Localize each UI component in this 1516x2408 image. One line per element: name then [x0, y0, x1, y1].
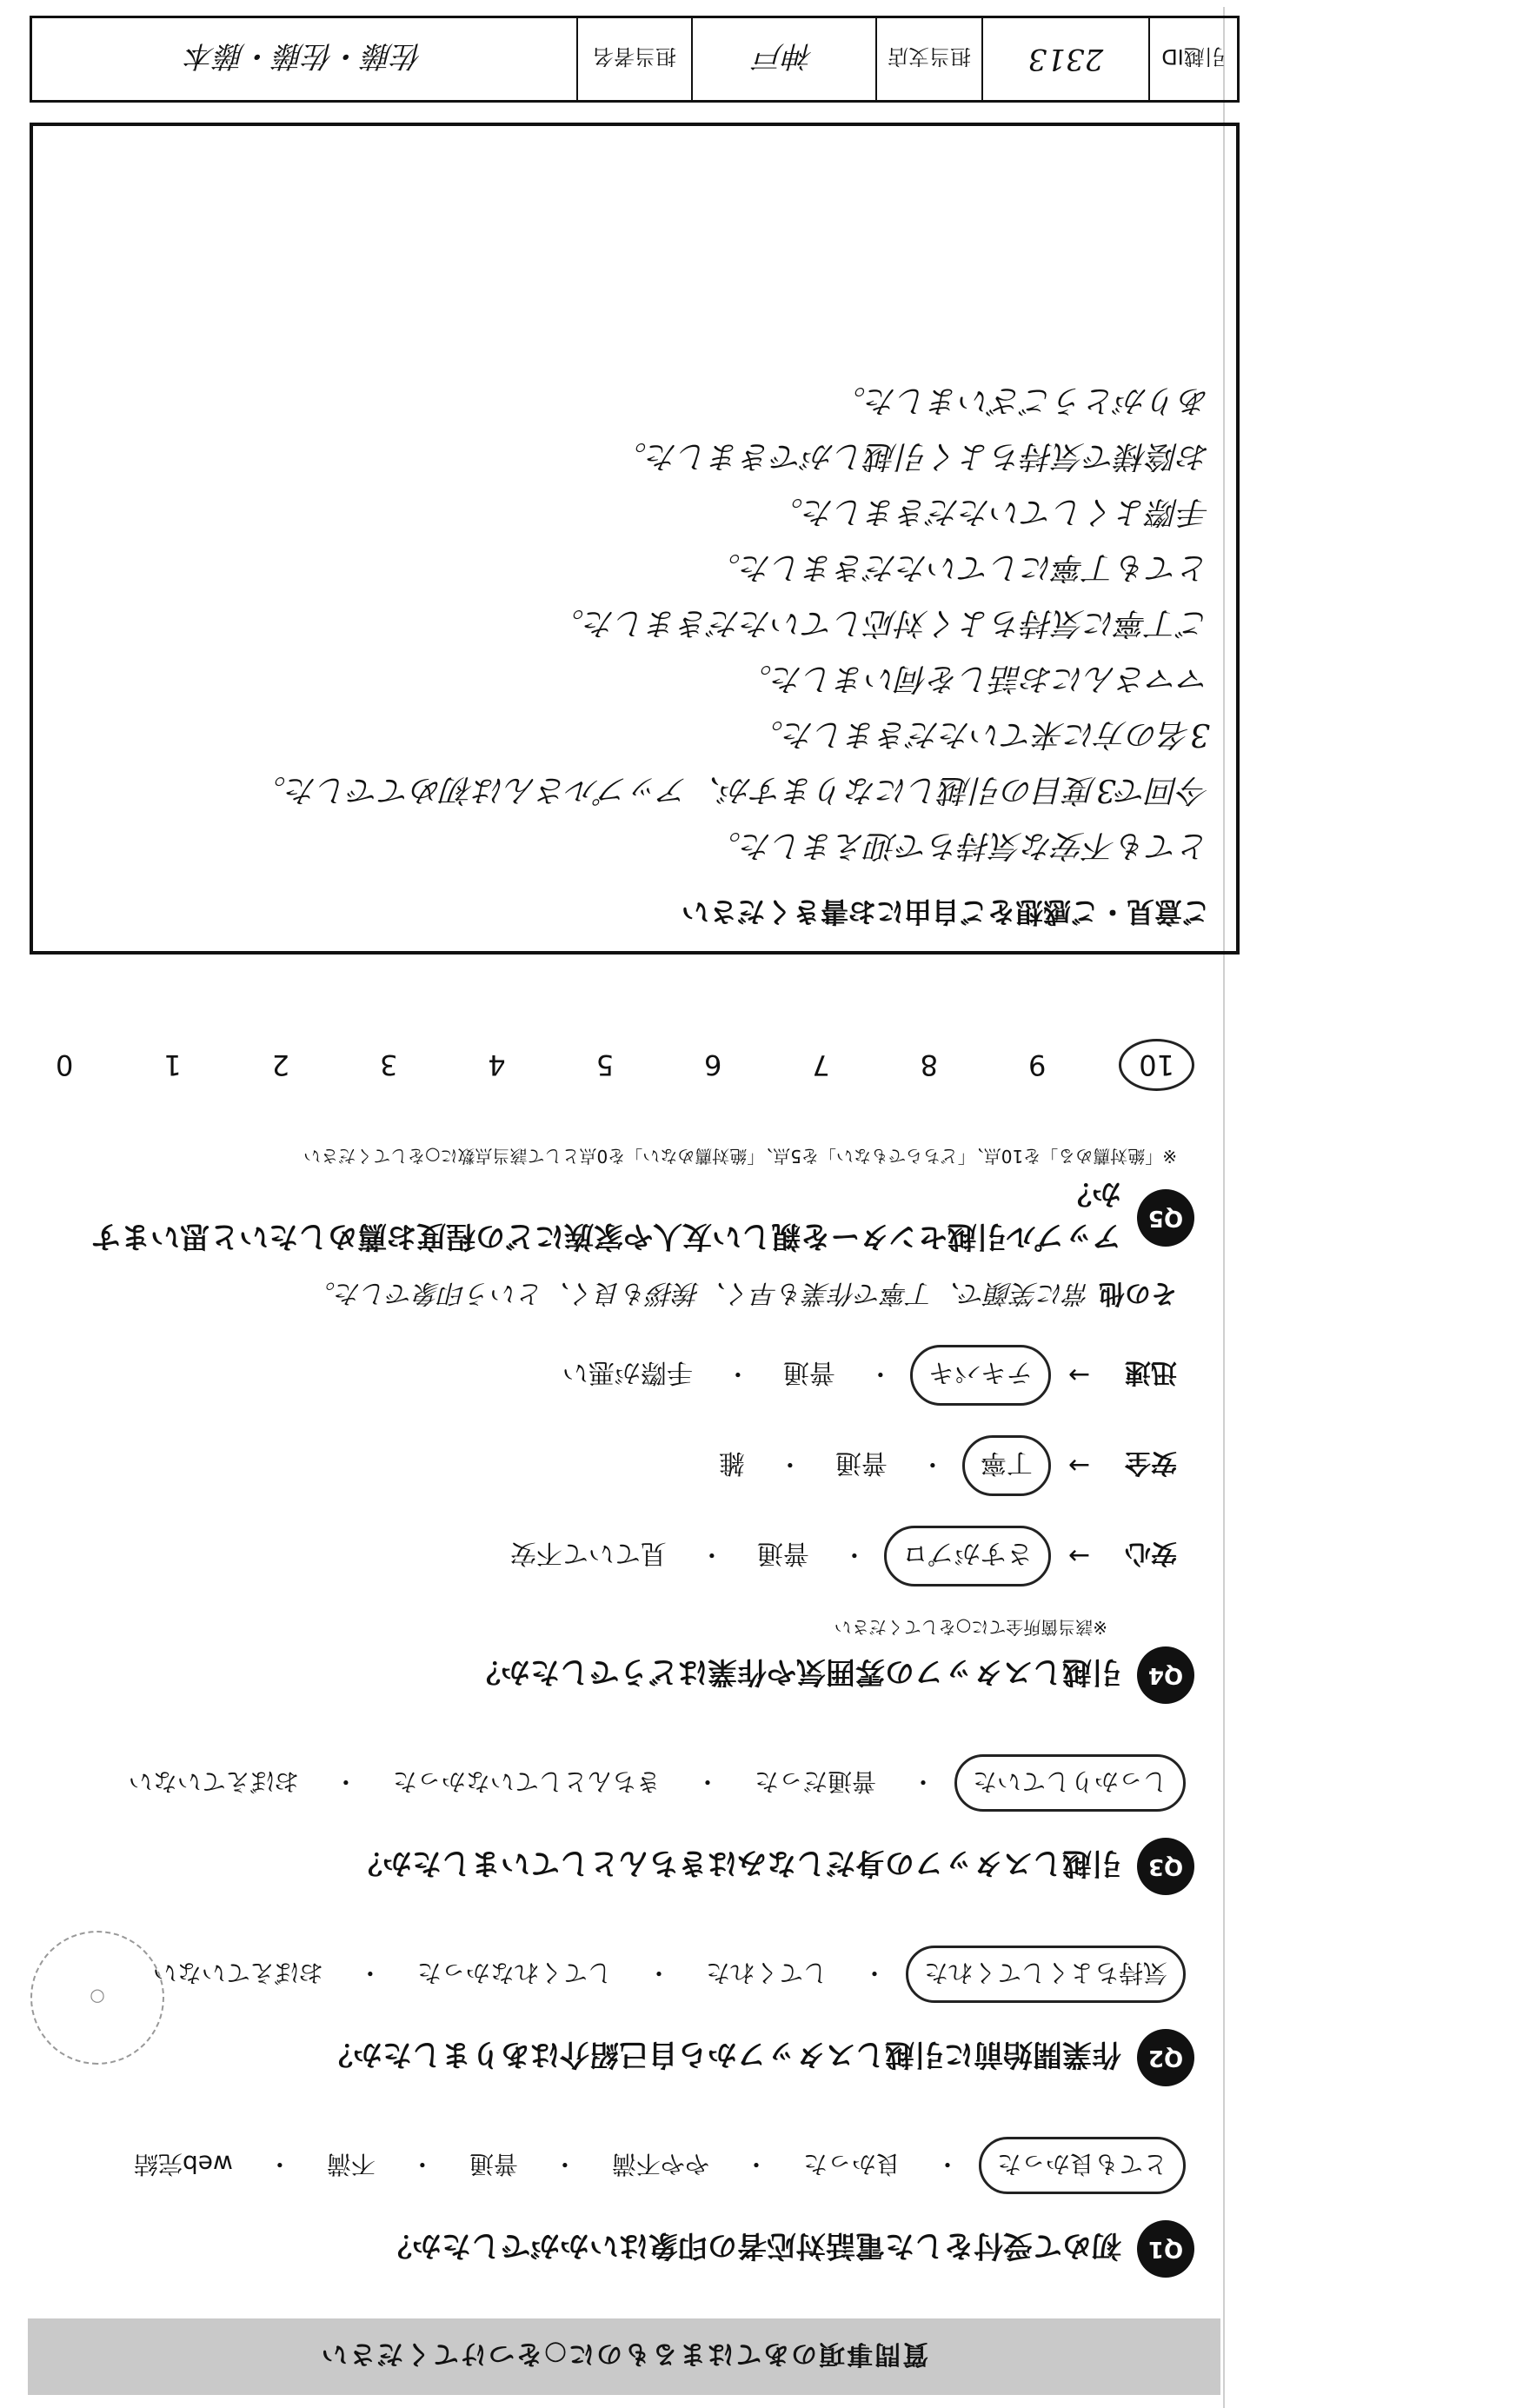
q4-other-text[interactable]: 常に笑顔で、丁寧で作業も早く、挨拶も良く、という印象でした。: [309, 1278, 1090, 1308]
q1-option-selected[interactable]: とても良かった: [979, 2137, 1186, 2194]
footer-branch-label: 担当支店: [875, 18, 981, 100]
q3-option[interactable]: 普通だった: [754, 1767, 876, 1796]
footer-id-label: 引越ID: [1148, 18, 1237, 100]
q2-badge: Q2: [1137, 2029, 1194, 2086]
q4-row-label: 安全: [1125, 1447, 1177, 1478]
q4-row-anshin: 安心 → さすがプロ ・ 普通 ・ 見ていて不安: [38, 1526, 1194, 1586]
q5-note: ※「絶対薦める」を10点、「どちらでもない」を5点、「絶対薦めない」を0点として該当点数に○をしてください: [303, 1146, 1177, 1167]
remarks-title: ご意見・ご感想をご自由にお書きください: [681, 895, 1210, 928]
q1-option[interactable]: web完結: [133, 2150, 233, 2179]
q1-option[interactable]: 普通: [469, 2150, 518, 2179]
q1-option[interactable]: 良かった: [802, 2150, 901, 2179]
q4-option-selected[interactable]: さすがプロ: [884, 1526, 1051, 1586]
q5-score[interactable]: 2: [271, 1048, 290, 1081]
q1-options: とても良かった ・ 良かった ・ やや不満 ・ 普通 ・ 不満 ・ web完結: [38, 2137, 1194, 2194]
remarks-line: 3名の方に来ていただきました。: [752, 716, 1210, 752]
q1-option[interactable]: やや不満: [611, 2150, 709, 2179]
q1-badge: Q1: [1137, 2220, 1194, 2278]
instructions-banner: 質問事項のあてはまるものに○をつけてください: [28, 2318, 1220, 2395]
q5-score-selected[interactable]: 10: [1119, 1039, 1194, 1091]
q1-option[interactable]: 不満: [326, 2150, 376, 2179]
q3-question: 引越しスタッフの身だしなみはきちんとしていましたか？: [353, 1846, 1121, 1881]
q4-row-label: 迅速: [1125, 1357, 1177, 1387]
q5-score[interactable]: 3: [379, 1048, 398, 1081]
q4-option-selected[interactable]: 丁寧: [962, 1435, 1051, 1496]
q3-options: しっかりしていた ・ 普通だった ・ きちんとしていなかった ・ おぼえていない: [38, 1754, 1194, 1812]
q4-badge: Q4: [1137, 1646, 1194, 1704]
q5-score[interactable]: 9: [1027, 1048, 1047, 1081]
q5-score[interactable]: 6: [703, 1048, 722, 1081]
faint-stamp: ○: [30, 1931, 164, 2065]
remarks-line: とても丁寧にしていただきました。: [708, 549, 1210, 585]
remarks-box[interactable]: [30, 123, 1240, 955]
question-5: [38, 1145, 1194, 1261]
q4-row-jinsoku: 迅速 → テキパキ ・ 普通 ・ 手際が悪い: [38, 1345, 1194, 1406]
remarks-line: ご丁寧に気持ちよく対応していただきました。: [552, 605, 1210, 641]
footer-staff-label: 担当者名: [576, 18, 691, 100]
footer-branch-value[interactable]: 神戸: [691, 18, 875, 100]
q4-note: ※該当箇所全てに○をしてください: [834, 1617, 1107, 1638]
q2-options: 気持ちよくしてくれた ・ してくれた ・ してくれなかった ・ おぼえていない: [38, 1946, 1194, 2003]
q3-option[interactable]: きちんとしていなかった: [392, 1767, 661, 1796]
q5-score[interactable]: 0: [56, 1048, 74, 1081]
q4-row-anzen: 安全 → 丁寧 ・ 普通 ・ 雑: [38, 1435, 1194, 1496]
remarks-line: お陰様で気持ちよく引越しができました。: [615, 438, 1210, 474]
remarks-line: ママさんにお話しを伺いました。: [740, 661, 1210, 696]
footer-id-value[interactable]: 2313: [981, 18, 1148, 100]
q4-question: 引越しスタッフの雰囲気や作業はどうでしたか？: [471, 1654, 1121, 1690]
question-2: [38, 1946, 1194, 2086]
q2-option[interactable]: おぼえていない: [152, 1959, 323, 1987]
q4-option[interactable]: 普通: [756, 1538, 809, 1568]
q4-other: [38, 1277, 1194, 1315]
q1-question: 初めて受付をした電話対応者の印象はいかがでしたか？: [382, 2228, 1121, 2264]
question-1: [38, 2137, 1194, 2278]
q3-badge: Q3: [1137, 1838, 1194, 1895]
question-4: [38, 1277, 1194, 1704]
remarks-line: 今回で3度目の引越しになりますが、アップルさんは初めてでした。: [255, 772, 1210, 808]
q5-score[interactable]: 1: [163, 1048, 182, 1081]
q5-scale: [38, 1039, 1194, 1091]
footer-staff-value[interactable]: 佐藤・佐藤・藤本: [186, 38, 422, 74]
q4-option[interactable]: 普通: [834, 1447, 888, 1478]
q2-question: 作業開始前に引越しスタッフから自己紹介はありましたか？: [323, 2037, 1121, 2072]
q2-option-selected[interactable]: 気持ちよくしてくれた: [906, 1946, 1186, 2003]
q5-score[interactable]: 8: [920, 1048, 938, 1081]
q5-score[interactable]: 5: [595, 1048, 614, 1081]
q4-other-label: その他: [1099, 1278, 1177, 1308]
q3-option[interactable]: おぼえていない: [128, 1767, 299, 1796]
q5-badge: Q5: [1137, 1189, 1194, 1247]
q3-option-selected[interactable]: しっかりしていた: [954, 1754, 1186, 1812]
q5-score[interactable]: 4: [488, 1048, 506, 1081]
q4-option[interactable]: 雑: [718, 1447, 745, 1478]
q4-option[interactable]: 手際が悪い: [562, 1357, 693, 1387]
q4-option[interactable]: 普通: [782, 1357, 835, 1387]
remarks-line: 手際よくしていただきました。: [771, 494, 1210, 529]
q5-question: アップル引越センターを親しい友人や家族にどの程度お薦めしたいと思いますか？: [91, 1176, 1121, 1254]
remarks-line: とても不安な気持ちで迎えました。: [709, 828, 1210, 863]
q5-score[interactable]: 7: [812, 1048, 830, 1081]
question-3: [38, 1754, 1194, 1895]
q4-option-selected[interactable]: テキパキ: [910, 1345, 1051, 1406]
q2-option[interactable]: してくれなかった: [416, 1959, 612, 1987]
q4-row-label: 安心: [1125, 1538, 1177, 1568]
q2-option[interactable]: してくれた: [705, 1959, 828, 1987]
footer-table: [30, 16, 1240, 103]
remarks-line: ありがとうございました。: [834, 382, 1210, 418]
q4-option[interactable]: 見ていて不安: [509, 1538, 667, 1568]
